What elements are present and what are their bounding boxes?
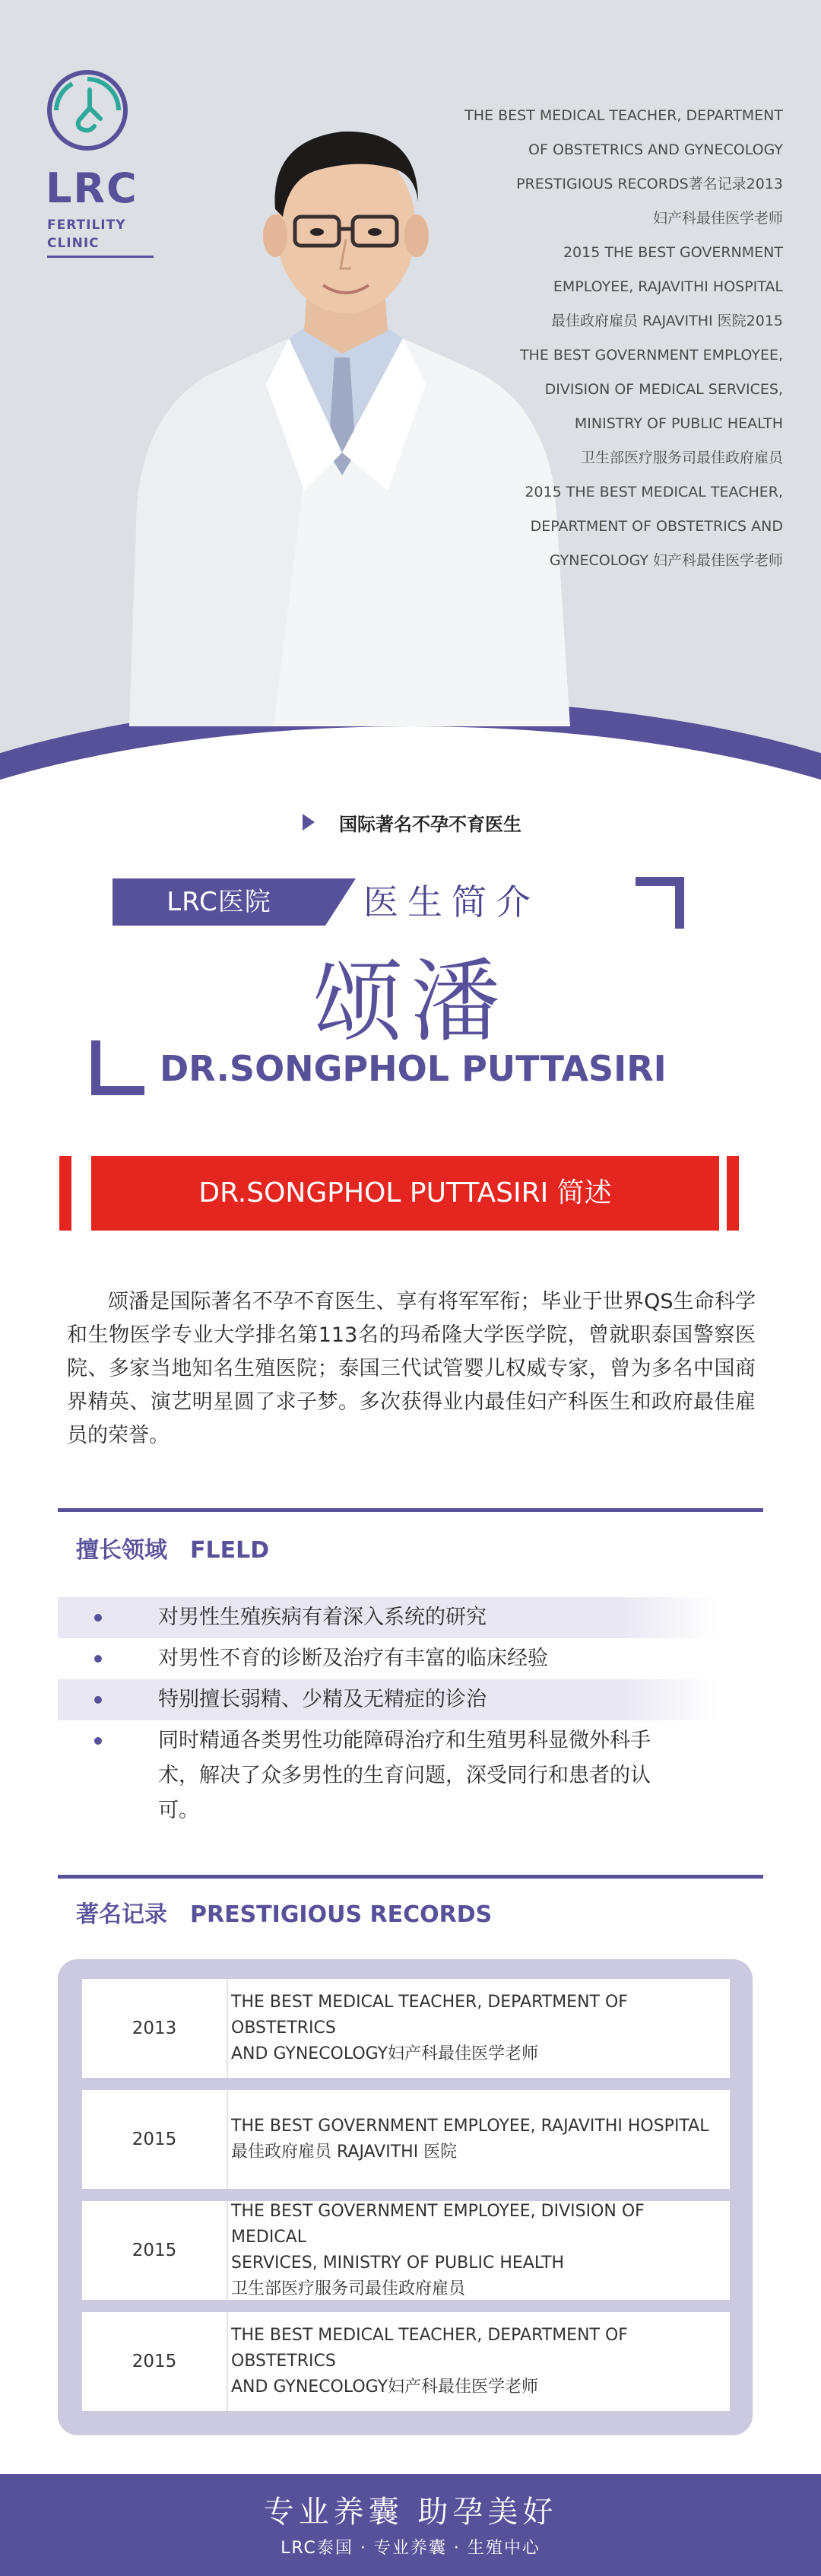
table-row xyxy=(82,2090,730,2189)
hero-tagline: 国际著名不孕不育医生 xyxy=(339,814,521,835)
hero-record-line: PRESTIGIOUS RECORDS著名记录2013 xyxy=(516,176,783,192)
specialty-divider xyxy=(58,1508,763,1512)
hero-record-line: GYNECOLOGY 妇产科最佳医学老师 xyxy=(549,552,783,569)
hero-records-list xyxy=(426,99,783,578)
record-text xyxy=(231,2090,718,2189)
specialty-item-text: 对男性生殖疾病有着深入系统的研究 xyxy=(158,1606,487,1629)
hero-record-line: 最佳政府雇员 RAJAVITHI 医院2015 xyxy=(550,313,783,329)
logo-name: LRC xyxy=(46,164,138,212)
bullet-icon xyxy=(94,1614,102,1622)
specialty-item-text: 对男性不育的诊断及治疗有丰富的临床经验 xyxy=(158,1647,548,1670)
record-line: AND GYNECOLOGY妇产科最佳医学老师 xyxy=(231,2377,539,2397)
doctor-bio: 颂潘是国际著名不孕不育医生、享有将军军衔；毕业于世界QS生命科学和生物医学专业大学排名第113名的玛希隆大学医学院，曾就职泰国警察医院、多家当地知名生殖医院；泰国三代试管婴儿权威专家，曾为多名中国商界精英、演艺明星圆了求子梦。多次获得业内最佳妇产科医生和政府最佳雇员的荣誉。 xyxy=(67,1290,756,1447)
doctor-name-english: DR.SONGPHOL PUTTASIRI xyxy=(160,1048,667,1089)
record-line: 最佳政府雇员 RAJAVITHI 医院 xyxy=(231,2142,458,2161)
play-triangle-icon xyxy=(303,814,315,831)
footer-slogan: 专业养囊 助孕美好 xyxy=(263,2495,558,2530)
record-year: 2015 xyxy=(82,2090,228,2189)
record-line: THE BEST GOVERNMENT EMPLOYEE, DIVISION OF MEDICAL xyxy=(231,2202,645,2247)
section-title-intro: 医生简介 xyxy=(363,881,540,923)
record-year: 2015 xyxy=(82,2201,228,2300)
specialty-list xyxy=(58,1597,719,1831)
summary-heading: DR.SONGPHOL PUTTASIRI 简述 xyxy=(91,1156,719,1231)
hospital-badge: LRC医院 xyxy=(113,878,325,926)
specialty-item-text: 同时精通各类男性功能障碍治疗和生殖男科显微外科手术，解决了众多男性的生育问题，深受同行和患者的认可。 xyxy=(158,1729,651,1822)
logo-sub-fertility: FERTILITY xyxy=(47,218,126,233)
specialty-item-text: 特别擅长弱精、少精及无精症的诊治 xyxy=(158,1688,487,1711)
hero-record-line: DEPARTMENT OF OBSTETRICS AND xyxy=(530,518,783,535)
record-line: AND GYNECOLOGY妇产科最佳医学老师 xyxy=(231,2044,539,2063)
list-item xyxy=(58,1597,719,1638)
record-text xyxy=(231,2201,718,2300)
record-text xyxy=(231,2312,718,2411)
hero-record-line: EMPLOYEE, RAJAVITHI HOSPITAL xyxy=(553,278,783,295)
hero-banner xyxy=(0,0,821,791)
logo-sub-clinic: CLINIC xyxy=(47,236,100,251)
corner-bracket-bottom-left xyxy=(91,1086,144,1095)
red-bar-right-cap xyxy=(727,1156,739,1231)
record-line: 卫生部医疗服务司最佳政府雇员 xyxy=(231,2279,466,2298)
red-bar-left-cap xyxy=(59,1156,71,1231)
record-line: THE BEST MEDICAL TEACHER, DEPARTMENT OF OBSTETRICS xyxy=(231,2326,628,2371)
list-item xyxy=(58,1679,719,1720)
records-title: 著名记录 PRESTIGIOUS RECORDS xyxy=(76,1901,493,1928)
bullet-icon xyxy=(94,1696,102,1704)
hero-record-line: 卫生部医疗服务司最佳政府雇员 xyxy=(580,449,783,466)
record-line: THE BEST GOVERNMENT EMPLOYEE, RAJAVITHI HOSPITAL xyxy=(231,2117,709,2136)
bullet-icon xyxy=(94,1655,102,1663)
doctor-name-chinese: 颂潘 xyxy=(312,949,508,1054)
bullet-icon xyxy=(94,1737,102,1745)
records-table xyxy=(58,1959,753,2435)
specialty-title: 擅长领域 FLELD xyxy=(76,1537,270,1564)
corner-bracket-top-right xyxy=(675,877,684,929)
list-item xyxy=(58,1638,719,1679)
hero-record-line: 2015 THE BEST MEDICAL TEACHER, xyxy=(525,484,783,500)
table-row xyxy=(82,2201,730,2300)
hero-record-line: 2015 THE BEST GOVERNMENT xyxy=(563,244,783,261)
list-item xyxy=(58,1720,719,1831)
record-text xyxy=(231,1979,718,2078)
table-row xyxy=(82,1979,730,2078)
hero-record-line: 妇产科最佳医学老师 xyxy=(652,210,783,227)
record-year: 2013 xyxy=(82,1979,228,2078)
record-line: THE BEST MEDICAL TEACHER, DEPARTMENT OF OBSTETRICS xyxy=(231,1993,628,2038)
hero-record-line: DIVISION OF MEDICAL SERVICES, xyxy=(544,381,783,398)
hero-record-line: OF OBSTETRICS AND GYNECOLOGY xyxy=(528,141,783,158)
record-year: 2015 xyxy=(82,2312,228,2411)
footer-banner xyxy=(0,2474,821,2576)
record-line: SERVICES, MINISTRY OF PUBLIC HEALTH xyxy=(231,2254,565,2273)
footer-subtitle: LRC泰国 · 专业养囊 · 生殖中心 xyxy=(281,2539,540,2558)
hero-record-line: THE BEST GOVERNMENT EMPLOYEE, xyxy=(519,347,783,364)
table-row xyxy=(82,2312,730,2411)
hospital-badge-tail xyxy=(325,878,356,926)
hero-record-line: THE BEST MEDICAL TEACHER, DEPARTMENT xyxy=(464,107,783,124)
hero-record-line: MINISTRY OF PUBLIC HEALTH xyxy=(574,415,783,432)
records-divider xyxy=(58,1875,763,1879)
